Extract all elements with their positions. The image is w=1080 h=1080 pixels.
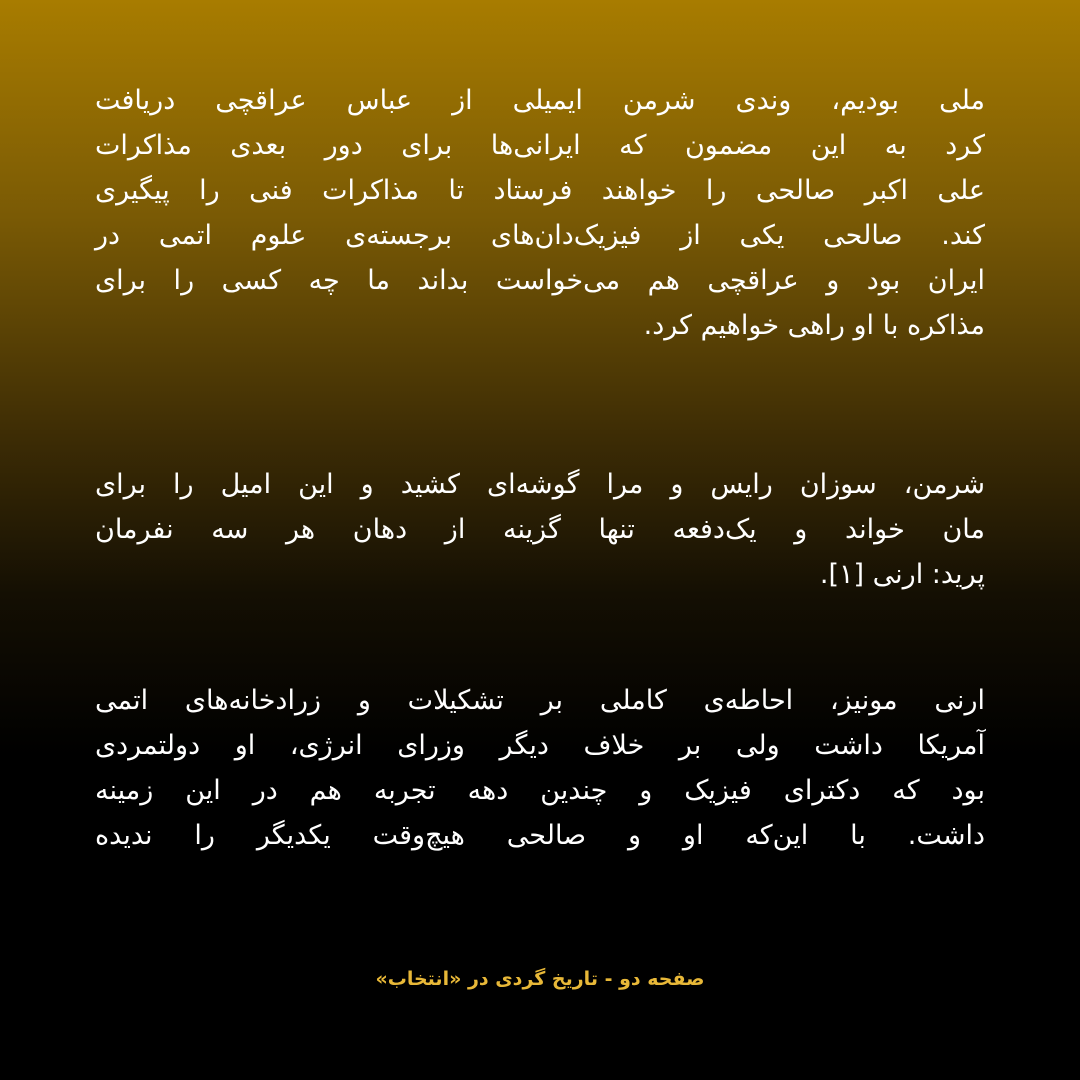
text-line: کند. صالحی یکی از فیزیک‌دان‌های برجسته‌ی علوم اتمی در [95, 220, 985, 251]
page-footer: صفحه دو - تاریخ گردی در «انتخاب» [375, 968, 705, 990]
text-line: آمریکا داشت ولی بر خلاف دیگر وزرای انرژی، او دولتمردی [95, 730, 985, 761]
text-line: شرمن، سوزان رایس و مرا گوشه‌ای کشید و این امیل را برای [95, 469, 985, 500]
text-line: پرید: ارنی [۱]. [819, 559, 985, 590]
paragraph-1 [95, 78, 985, 348]
text-line: مان خواند و یک‌دفعه تنها گزینه از دهان هر سه نفرمان [95, 514, 985, 545]
text-line: کرد به این مضمون که ایرانی‌ها برای دور بعدی مذاکرات [95, 130, 985, 161]
text-line: ارنی مونیز، احاطه‌ی کاملی بر تشکیلات و زرادخانه‌های اتمی [95, 685, 985, 716]
text-line: بود که دکترای فیزیک و چندین دهه تجربه هم در این زمینه [95, 775, 985, 806]
paragraph-3 [95, 678, 985, 858]
text-line: علی اکبر صالحی را خواهند فرستاد تا مذاکرات فنی را پیگیری [95, 175, 985, 206]
paragraph-2 [95, 462, 985, 597]
text-line: داشت. با این‌که او و صالحی هیچ‌وقت یکدیگر را ندیده [95, 820, 985, 851]
text-line: مذاکره با او راهی خواهیم کرد. [643, 310, 985, 341]
text-line: ملی بودیم، وندی شرمن ایمیلی از عباس عراقچی دریافت [95, 85, 985, 116]
text-line: ایران بود و عراقچی هم می‌خواست بداند ما چه کسی را برای [95, 265, 985, 296]
